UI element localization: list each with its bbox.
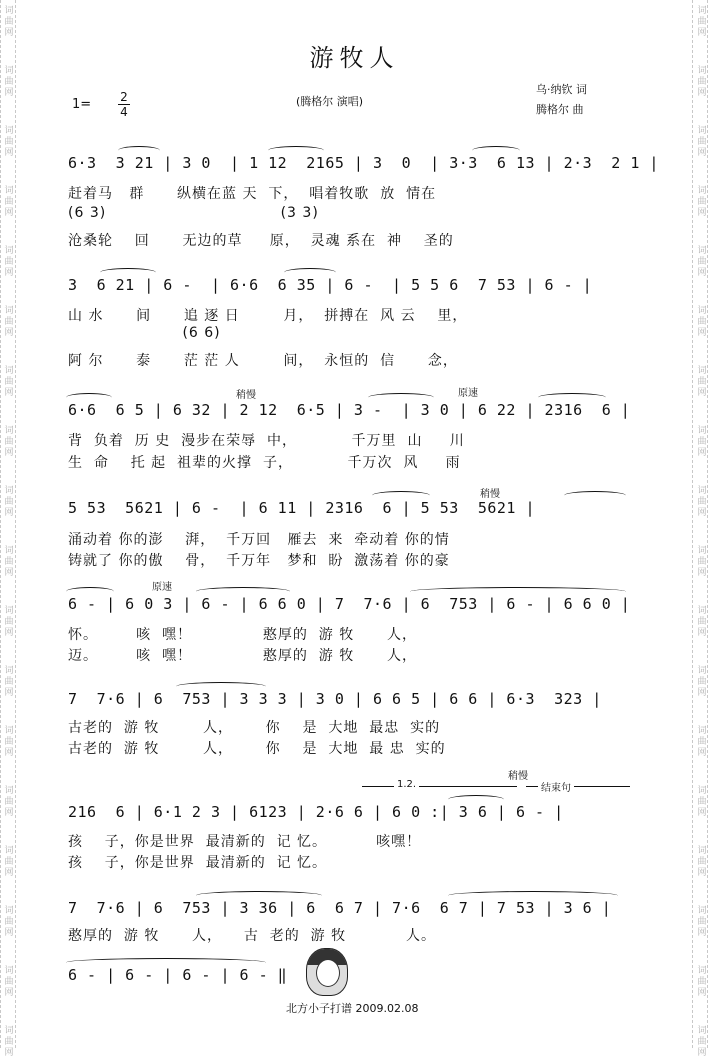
watermark-text: 词 曲 网 [4,1026,14,1058]
watermark-text: 词 曲 网 [4,966,14,998]
avatar-face [316,959,340,987]
time-signature-top: 2 [120,90,128,104]
watermark-text: 词 曲 网 [697,246,707,278]
song-title: 游牧人 [309,44,400,72]
tempo-mark: 原速 [458,388,478,399]
slur [564,491,626,500]
lyricist-credit: 乌·纳钦 词 [536,83,587,96]
lyric-line-7b: 孩 子，你是世界 最清新的 记 忆。 [68,855,328,871]
watermark-text: 词 曲 网 [697,486,707,518]
watermark-text: 词 曲 网 [697,306,707,338]
key-signature: 1= [72,97,92,112]
watermark-text: 词 曲 网 [4,366,14,398]
slur [368,393,434,402]
watermark-text: 词 曲 网 [697,666,707,698]
slur [66,958,266,967]
lyric-line-2c: 阿 尔 泰 茫 茫 人 间， 永恒的 信 念， [68,353,458,369]
watermark-text: 词 曲 网 [697,426,707,458]
slur [448,795,504,804]
watermark-text: 词 曲 网 [4,126,14,158]
watermark-text: 词 曲 网 [4,666,14,698]
lyric-line-3b: 生 命 托 起 祖辈的火撑 子， 千万次 风 雨 [68,455,461,471]
slur [372,491,430,500]
watermark-text: 词 曲 网 [4,306,14,338]
tempo-mark: 稍慢 [236,390,256,401]
lyric-line-8a: 憨厚的 游 牧 人， 古 老的 游 牧 人。 [68,928,437,944]
watermark-text: 词 曲 网 [697,1026,707,1058]
slur [284,268,336,277]
notation-line-9: 6 - | 6 - | 6 - | 6 - ‖ [68,966,288,984]
watermark-text: 词 曲 网 [697,786,707,818]
watermark-text: 词 曲 网 [697,366,707,398]
notation-line-6: 7 7·6 | 6 753 | 3 3 3 | 3 0 | 6 6 5 | 6 6 | 6·3 323 | [68,690,602,708]
performer-credit: (腾格尔 演唱) [296,95,364,108]
slur [410,587,626,596]
notation-line-8: 7 7·6 | 6 753 | 3 36 | 6 6 7 | 7·6 6 7 | 7 53 | 3 6 | [68,899,612,917]
watermark-text: 词 曲 网 [697,186,707,218]
watermark-text: 词 曲 网 [697,726,707,758]
watermark-text: 词 曲 网 [697,6,707,38]
lyric-line-1b: (6 3) (3 3) [68,205,319,221]
notation-line-4: 5 53 5621 | 6 - | 6 11 | 2316 6 | 5 53 5621 | [68,499,536,517]
watermark-text: 词 曲 网 [697,846,707,878]
watermark-text: 词 曲 网 [4,846,14,878]
composer-credit: 腾格尔 曲 [536,103,584,116]
coda-label: 结束句 [538,779,574,794]
slur [472,146,520,155]
watermark-text: 词 曲 网 [4,186,14,218]
watermark-text: 词 曲 网 [697,606,707,638]
lyric-line-1c: 沧桑轮 回 无边的草 原， 灵魂 系在 神 圣的 [68,233,454,249]
volta-bracket [362,786,517,787]
watermark-text: 词 曲 网 [4,606,14,638]
time-signature-bottom: 4 [118,104,130,119]
watermark-text: 词 曲 网 [697,546,707,578]
watermark-text: 词 曲 网 [4,6,14,38]
watermark-text: 词 曲 网 [4,246,14,278]
volta-label: 1.2. [394,779,419,790]
notation-line-2: 3 6 21 | 6 - | 6·6 6 35 | 6 - | 5 5 6 7 53 | 6 - | [68,276,593,294]
lyric-line-1a: 赶着马 群 纵横在蓝 天 下， 唱着牧歌 放 情在 [68,186,437,202]
watermark-text: 词 曲 网 [4,546,14,578]
slur [448,891,618,900]
notation-line-5: 6 - | 6 0 3 | 6 - | 6 6 0 | 7 7·6 | 6 753 | 6 - | 6 6 0 | [68,595,631,613]
arranger-avatar [306,948,348,996]
watermark-text: 词 曲 网 [4,66,14,98]
slur [66,587,114,596]
lyric-line-6a: 古老的 游 牧 人， 你 是 大地 最忠 实的 [68,720,441,736]
time-signature [118,90,130,119]
watermark-text: 词 曲 网 [697,66,707,98]
tempo-mark: 稍慢 [508,771,528,782]
lyric-line-4a: 涌动着 你的澎 湃， 千万回 雁去 来 牵动着 你的情 [68,532,450,548]
lyric-line-5b: 迈。 咳 嘿！ 憨厚的 游 牧 人， [68,648,417,664]
slur [196,587,290,596]
slur [66,393,112,402]
lyric-line-7a: 孩 子，你是世界 最清新的 记 忆。 咳嘿！ [68,834,422,850]
slur [268,146,324,155]
notation-line-3: 6·6 6 5 | 6 32 | 2 12 6·5 | 3 - | 3 0 | 6 22 | 2316 6 | [68,401,631,419]
watermark-text: 词 曲 网 [697,126,707,158]
slur [538,393,606,402]
notation-line-7: 216 6 | 6·1 2 3 | 6123 | 2·6 6 | 6 0 :| 3 6 | 6 - | [68,803,564,821]
watermark-text: 词 曲 网 [697,906,707,938]
lyric-line-4b: 铸就了 你的傲 骨， 千万年 梦和 盼 激荡着 你的豪 [68,553,450,569]
notation-line-1: 6·3 3 21 | 3 0 | 1 12 2165 | 3 0 | 3·3 6 13 | 2·3 2 1 | [68,154,659,172]
lyric-line-6b: 古老的 游 牧 人， 你 是 大地 最 忠 实的 [68,741,446,757]
lyric-line-3a: 背 负着 历 史 漫步在荣辱 中， 千万里 山 川 [68,433,465,449]
watermark-text: 词 曲 网 [4,486,14,518]
watermark-text: 词 曲 网 [4,726,14,758]
slur [196,891,322,900]
tempo-mark: 原速 [152,582,172,593]
lyric-line-2b: (6 6) [68,325,221,341]
watermark-text: 词 曲 网 [697,966,707,998]
tempo-mark: 稍慢 [480,489,500,500]
watermark-text: 词 曲 网 [4,786,14,818]
arranger-credit: 北方小子打谱 2009.02.08 [286,1002,419,1015]
slur [100,268,156,277]
watermark-text: 词 曲 网 [4,426,14,458]
lyric-line-5a: 怀。 咳 嘿！ 憨厚的 游 牧 人， [68,627,417,643]
watermark-text: 词 曲 网 [4,906,14,938]
lyric-line-2a: 山 水 间 追 逐 日 月， 拼搏在 风 云 里， [68,308,468,324]
slur [176,682,266,691]
slur [118,146,160,155]
